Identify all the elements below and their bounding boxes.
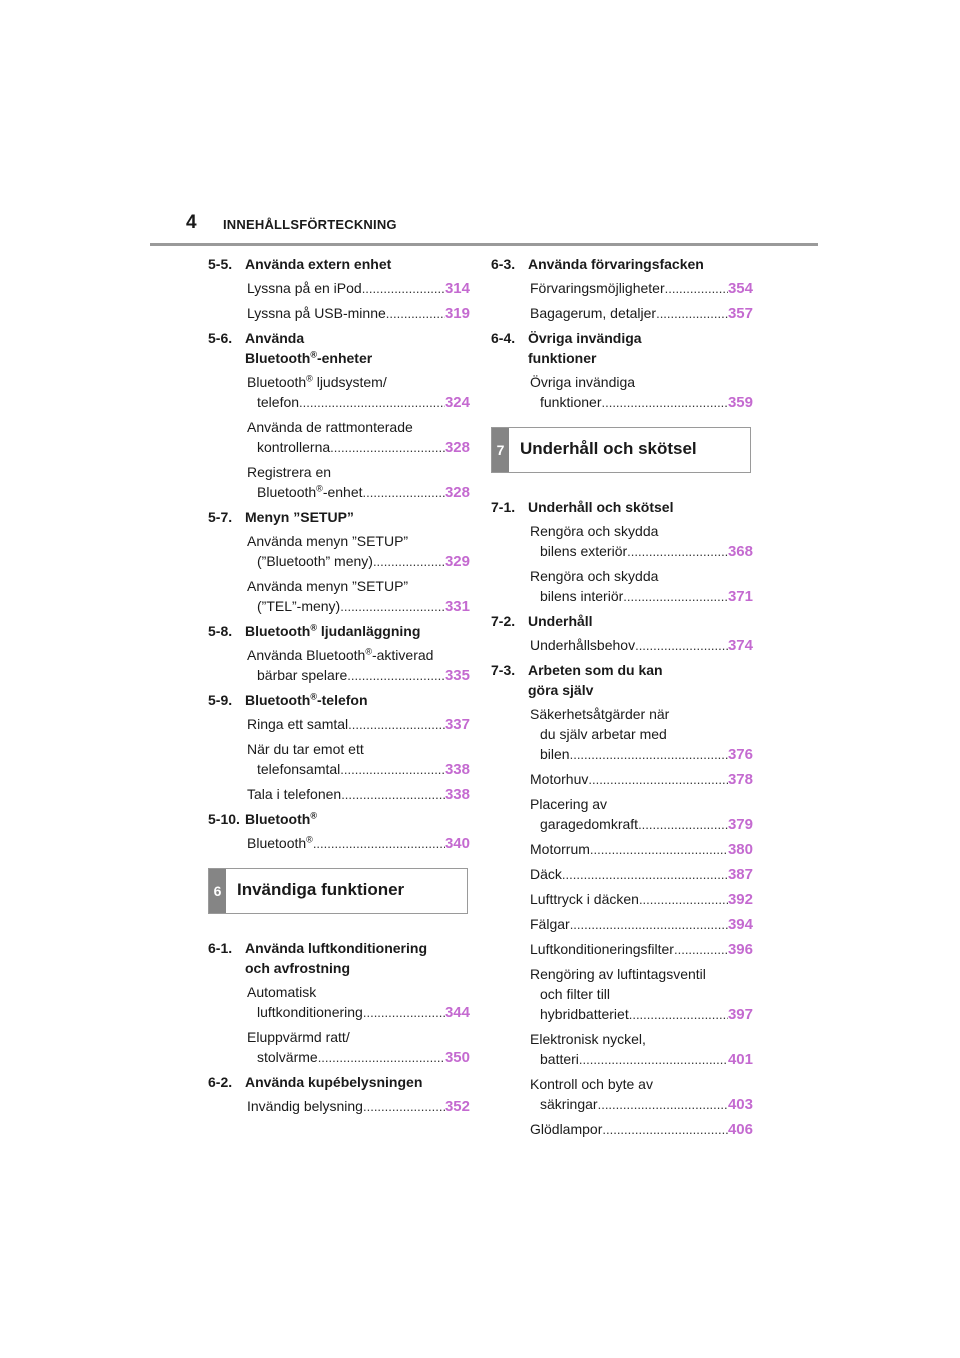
- section-heading: [491, 660, 753, 700]
- entry-text: Elektronisk nyckel,: [530, 1031, 646, 1047]
- section-title: Arbeten som du kan: [528, 662, 663, 678]
- section-number: 5-7.: [208, 509, 233, 525]
- entry-text: Rengöra och skydda: [530, 568, 659, 584]
- toc-right-column: [491, 254, 753, 1144]
- section-title: Övriga invändiga: [528, 330, 642, 346]
- page-link[interactable]: 379: [727, 816, 753, 833]
- section-heading: [208, 328, 470, 368]
- entry-text: Använda Bluetooth: [247, 647, 366, 663]
- leader-dots: [590, 840, 728, 860]
- section-number: 6-4.: [491, 330, 516, 346]
- entry-text: telefonsamtal: [257, 761, 341, 777]
- entry-text: Luftkonditioneringsfilter: [530, 941, 674, 957]
- toc-entry[interactable]: [247, 462, 470, 503]
- entry-text: Använda menyn ”SETUP”: [247, 578, 409, 594]
- section-heading: [491, 497, 753, 517]
- entry-text: -aktiverad: [371, 647, 434, 663]
- toc-entry[interactable]: [530, 964, 753, 1025]
- page-link[interactable]: 392: [727, 891, 753, 908]
- registered-mark: ®: [306, 373, 313, 384]
- leader-dots: [318, 1048, 445, 1068]
- toc-entry[interactable]: [530, 794, 753, 835]
- entry-text: batteri: [540, 1051, 579, 1067]
- leader-dots: [627, 542, 728, 562]
- section-heading: [208, 690, 470, 710]
- section-number: 7-3.: [491, 662, 516, 678]
- entry-text: Bluetooth: [257, 484, 317, 500]
- leader-dots: [656, 304, 728, 324]
- section-number: 5-5.: [208, 256, 233, 272]
- toc-entry[interactable]: [247, 576, 470, 617]
- leader-dots: [373, 552, 445, 572]
- toc-entry[interactable]: [247, 982, 470, 1023]
- leader-dots: [362, 279, 445, 299]
- entry-text: Förvaringsmöjligheter: [530, 280, 665, 296]
- toc-entry[interactable]: [530, 914, 753, 935]
- toc-entry[interactable]: [530, 303, 753, 324]
- section-title: Bluetooth: [245, 692, 311, 708]
- leader-dots: [629, 1005, 728, 1025]
- section-number: 6-2.: [208, 1074, 233, 1090]
- entry-text: bilens interiör: [540, 588, 624, 604]
- leader-dots: [340, 597, 445, 617]
- entry-text: bilen: [540, 746, 570, 762]
- page-link[interactable]: 329: [444, 553, 470, 570]
- toc-entry[interactable]: [530, 1074, 753, 1115]
- section-title: Bluetooth: [245, 350, 311, 366]
- entry-text: Motorhuv: [530, 771, 589, 787]
- entry-text: Ringa ett samtal: [247, 716, 349, 732]
- page-number: 4: [186, 212, 197, 233]
- entry-text: Bluetooth: [247, 374, 307, 390]
- page-link[interactable]: 359: [727, 394, 753, 411]
- page-link[interactable]: 397: [727, 1006, 753, 1023]
- section-number: 7-1.: [491, 499, 516, 515]
- section-title: funktioner: [528, 350, 597, 366]
- entry-text: stolvärme: [257, 1049, 318, 1065]
- section-number: 5-10.: [208, 811, 240, 827]
- section-heading: [491, 254, 753, 274]
- section-title: Underhåll och skötsel: [528, 499, 674, 515]
- section-number: 5-9.: [208, 692, 233, 708]
- entry-text: Motorrum: [530, 841, 590, 857]
- section-title: -telefon: [316, 692, 368, 708]
- toc-entry[interactable]: [530, 864, 753, 885]
- section-title: Använda: [245, 330, 305, 346]
- chapter-number-tab: 7: [492, 428, 509, 472]
- section-number: 5-8.: [208, 623, 233, 639]
- section-title: -enheter: [316, 350, 373, 366]
- entry-text: Använda de rattmonterade: [247, 419, 413, 435]
- section-number: 6-3.: [491, 256, 516, 272]
- page-link[interactable]: 371: [727, 588, 753, 605]
- page-link[interactable]: 357: [727, 305, 753, 322]
- leader-dots: [674, 940, 728, 960]
- page-link[interactable]: 337: [444, 716, 470, 733]
- leader-dots: [341, 785, 445, 805]
- leader-dots: [579, 1050, 728, 1070]
- leader-dots: [570, 745, 728, 765]
- page-link[interactable]: 344: [444, 1004, 470, 1021]
- page-link[interactable]: 380: [727, 841, 753, 858]
- registered-mark: ®: [306, 834, 313, 845]
- toc-entry[interactable]: [530, 839, 753, 860]
- entry-text: Bluetooth: [247, 835, 307, 851]
- leader-dots: [635, 636, 728, 656]
- page-link[interactable]: 328: [444, 439, 470, 456]
- entry-text: Automatisk: [247, 984, 317, 1000]
- leader-dots: [348, 715, 445, 735]
- section-heading: [208, 254, 470, 274]
- entry-text: När du tar emot ett: [247, 741, 364, 757]
- registered-mark: ®: [310, 691, 317, 702]
- toc-entry[interactable]: [247, 303, 470, 324]
- leader-dots: [639, 890, 728, 910]
- entry-text: Däck: [530, 866, 562, 882]
- entry-text: du själv arbetar med: [540, 726, 667, 742]
- toc-entry[interactable]: [247, 833, 470, 854]
- entry-text: luftkonditionering: [257, 1004, 363, 1020]
- leader-dots: [665, 279, 728, 299]
- entry-text: Glödlampor: [530, 1121, 603, 1137]
- entry-text: ljudsystem/: [312, 374, 387, 390]
- registered-mark: ®: [310, 349, 317, 360]
- entry-text: kontrollerna: [257, 439, 331, 455]
- toc-entry[interactable]: [247, 739, 470, 780]
- registered-mark: ®: [310, 622, 317, 633]
- section-heading: [208, 621, 470, 641]
- page-link[interactable]: 328: [444, 484, 470, 501]
- toc-entry[interactable]: [530, 939, 753, 960]
- page-link[interactable]: 403: [727, 1096, 753, 1113]
- entry-text: Använda menyn ”SETUP”: [247, 533, 409, 549]
- toc-left-column: [208, 254, 470, 1121]
- toc-entry[interactable]: [530, 889, 753, 910]
- leader-dots: [588, 770, 728, 790]
- toc-entry[interactable]: [530, 521, 753, 562]
- section-number: 6-1.: [208, 940, 233, 956]
- registered-mark: ®: [365, 646, 372, 657]
- leader-dots: [601, 393, 727, 413]
- section-title: Menyn ”SETUP”: [245, 509, 354, 525]
- entry-text: och filter till: [540, 986, 611, 1002]
- page-link[interactable]: 406: [727, 1121, 753, 1138]
- entry-text: Tala i telefonen: [247, 786, 342, 802]
- toc-entry[interactable]: [247, 278, 470, 299]
- leader-dots: [386, 304, 445, 324]
- toc-entry[interactable]: [530, 278, 753, 299]
- section-heading: [208, 809, 470, 829]
- leader-dots: [363, 1003, 445, 1023]
- entry-text: Rengöring av luftintagsventil: [530, 966, 706, 982]
- entry-text: (”Bluetooth” meny): [257, 553, 373, 569]
- section-title: Använda extern enhet: [245, 256, 392, 272]
- entry-text: Bagagerum, detaljer: [530, 305, 657, 321]
- section-title: Använda förvaringsfacken: [528, 256, 704, 272]
- leader-dots: [347, 666, 445, 686]
- entry-text: Övriga invändiga: [530, 374, 636, 390]
- entry-text: Rengöra och skydda: [530, 523, 659, 539]
- page-link[interactable]: 394: [727, 916, 753, 933]
- page-link[interactable]: 374: [727, 637, 753, 654]
- section-title: Bluetooth: [245, 811, 311, 827]
- page-link[interactable]: 340: [444, 835, 470, 852]
- section-heading: [491, 328, 753, 368]
- page-link[interactable]: 338: [444, 761, 470, 778]
- registered-mark: ®: [310, 810, 317, 821]
- toc-entry[interactable]: [530, 372, 753, 413]
- header-divider: [150, 243, 818, 246]
- entry-text: Invändig belysning: [247, 1098, 363, 1114]
- page-link[interactable]: 354: [727, 280, 753, 297]
- entry-text: Säkerhetsåtgärder när: [530, 706, 670, 722]
- section-heading: [491, 611, 753, 631]
- header-title: INNEHÅLLSFÖRTECKNING: [223, 217, 397, 232]
- entry-text: bärbar spelare: [257, 667, 348, 683]
- entry-text: telefon: [257, 394, 300, 410]
- leader-dots: [570, 915, 728, 935]
- entry-text: Placering av: [530, 796, 608, 812]
- toc-entry[interactable]: [530, 1029, 753, 1070]
- entry-text: Lyssna på en iPod: [247, 280, 362, 296]
- leader-dots: [340, 760, 445, 780]
- section-title: Bluetooth: [245, 623, 311, 639]
- entry-text: funktioner: [540, 394, 602, 410]
- page-link[interactable]: 368: [727, 543, 753, 560]
- leader-dots: [562, 865, 728, 885]
- entry-text: Underhållsbehov: [530, 637, 636, 653]
- leader-dots: [299, 393, 445, 413]
- page-link[interactable]: 387: [727, 866, 753, 883]
- section-title: Underhåll: [528, 613, 593, 629]
- section-number: 5-6.: [208, 330, 233, 346]
- page-link[interactable]: 338: [444, 786, 470, 803]
- section-heading: [208, 507, 470, 527]
- entry-text: (”TEL”-meny): [257, 598, 341, 614]
- leader-dots: [363, 483, 445, 503]
- toc-entry[interactable]: [247, 645, 470, 686]
- section-heading: [208, 1072, 470, 1092]
- entry-text: Lyssna på USB-minne: [247, 305, 386, 321]
- section-number: 7-2.: [491, 613, 516, 629]
- page-link[interactable]: 376: [727, 746, 753, 763]
- leader-dots: [598, 1095, 728, 1115]
- section-title: Använda kupébelysningen: [245, 1074, 423, 1090]
- entry-text: -enhet: [322, 484, 363, 500]
- entry-text: Kontroll och byte av: [530, 1076, 653, 1092]
- section-heading: [208, 938, 470, 978]
- page-link[interactable]: 352: [444, 1098, 470, 1115]
- entry-text: Fälgar: [530, 916, 570, 932]
- toc-entry[interactable]: [247, 417, 470, 458]
- toc-entry[interactable]: [247, 1096, 470, 1117]
- toc-entry[interactable]: [530, 1119, 753, 1140]
- page-link[interactable]: 350: [444, 1049, 470, 1066]
- page-header: [150, 212, 818, 246]
- toc-entry[interactable]: [247, 1027, 470, 1068]
- toc-entry[interactable]: [247, 784, 470, 805]
- page-link[interactable]: 314: [444, 280, 470, 297]
- section-title: ljudanläggning: [316, 623, 421, 639]
- toc-entry[interactable]: [530, 769, 753, 790]
- toc-entry[interactable]: [247, 372, 470, 413]
- chapter-number-tab: 6: [209, 869, 226, 913]
- toc-entry[interactable]: [530, 635, 753, 656]
- page-link[interactable]: 335: [444, 667, 470, 684]
- entry-text: Registrera en: [247, 464, 332, 480]
- page-link[interactable]: 324: [444, 394, 470, 411]
- entry-text: Eluppvärmd ratt/: [247, 1029, 350, 1045]
- toc-entry[interactable]: [530, 704, 753, 765]
- entry-text: garagedomkraft: [540, 816, 639, 832]
- section-title: Använda luftkonditionering: [245, 940, 427, 956]
- leader-dots: [623, 587, 728, 607]
- registered-mark: ®: [316, 483, 323, 494]
- leader-dots: [330, 438, 445, 458]
- leader-dots: [313, 834, 445, 854]
- page-link[interactable]: 378: [727, 771, 753, 788]
- entry-text: säkringar: [540, 1096, 598, 1112]
- toc-entry[interactable]: [247, 714, 470, 735]
- section-title: göra själv: [528, 682, 594, 698]
- section-title: och avfrostning: [245, 960, 351, 976]
- entry-text: Lufttryck i däcken: [530, 891, 639, 907]
- page-link[interactable]: 396: [727, 941, 753, 958]
- chapter-title: Invändiga funktioner: [237, 880, 405, 899]
- page-link[interactable]: 401: [727, 1051, 753, 1068]
- leader-dots: [602, 1120, 728, 1140]
- page-link[interactable]: 319: [444, 305, 470, 322]
- toc-entry[interactable]: [530, 566, 753, 607]
- page-link[interactable]: 331: [444, 598, 470, 615]
- chapter-title: Underhåll och skötsel: [520, 439, 697, 458]
- chapter-banner: [208, 868, 468, 914]
- leader-dots: [363, 1097, 445, 1117]
- leader-dots: [638, 815, 728, 835]
- entry-text: bilens exteriör: [540, 543, 628, 559]
- toc-entry[interactable]: [247, 531, 470, 572]
- entry-text: hybridbatteriet: [540, 1006, 629, 1022]
- chapter-banner: [491, 427, 751, 473]
